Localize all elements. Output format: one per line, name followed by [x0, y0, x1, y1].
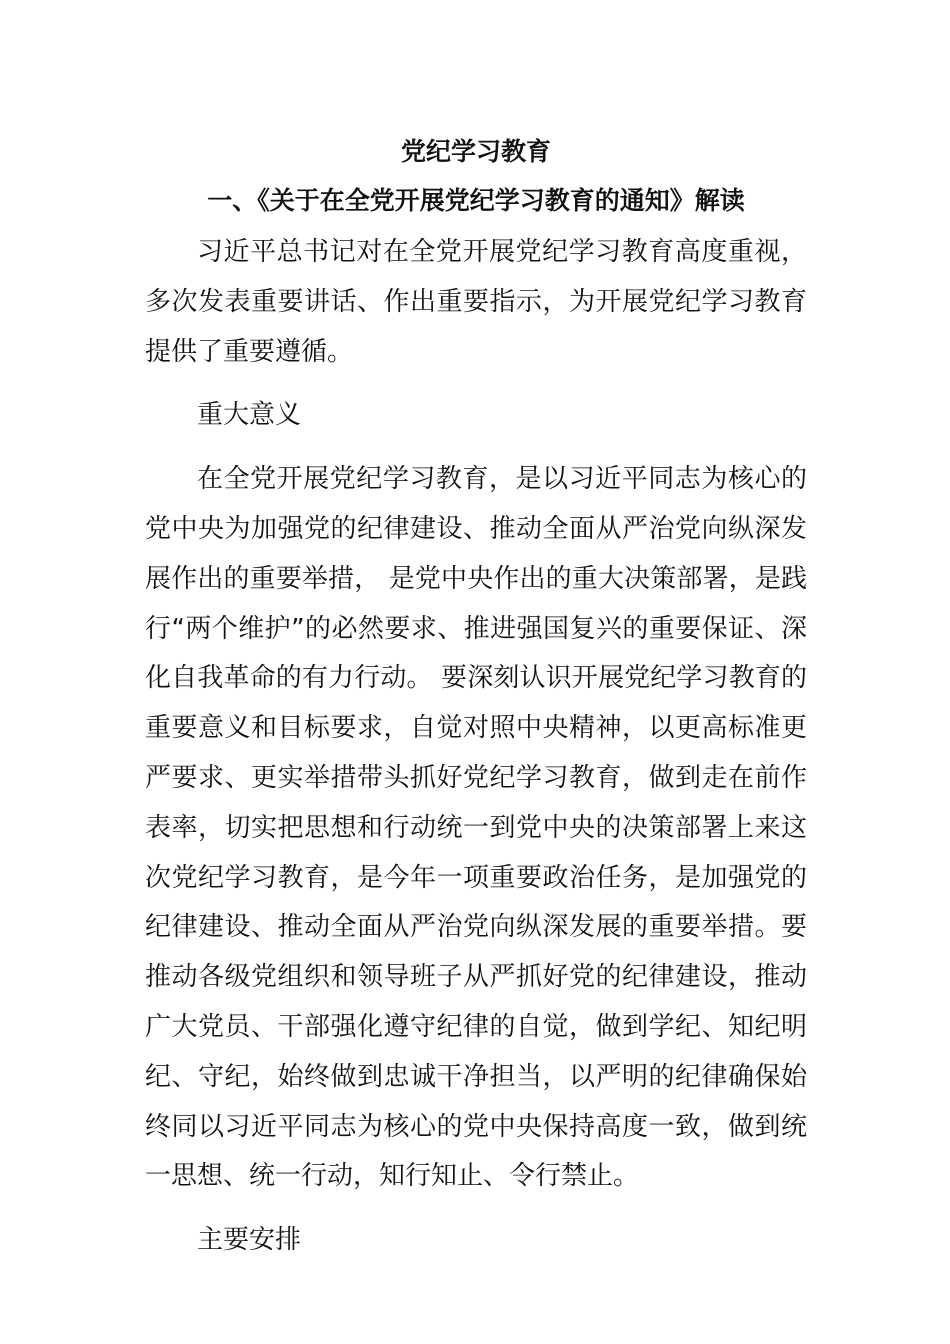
subheading-arrangements: 主要安排	[197, 1225, 302, 1256]
spacer	[145, 377, 807, 391]
document-body	[145, 126, 807, 1266]
section-title: 一、《关于在全党开展党纪学习教育的通知》解读	[207, 186, 745, 215]
spacer	[145, 441, 807, 455]
spacer	[145, 1202, 807, 1216]
paragraph-intro: 习近平总书记对在全党开展党纪学习教育高度重视，多次发表重要讲话、作出重要指示，为开展党纪学习教育提供了重要遵循。	[145, 237, 807, 367]
document-title: 党纪学习教育	[400, 137, 551, 166]
subheading-significance: 重大意义	[197, 400, 302, 431]
paragraph-significance: 在全党开展党纪学习教育，是以习近平同志为核心的党中央为加强党的纪律建设、推动全面从严治党向纵深发展作出的重要举措， 是党中央作出的重大决策部署，是践行“两个维护”的必然要求、推进强国复兴的重要保证、深化自我革命的有力行动。 要深刻认识开展党纪学习教育的重要意义和目标要求，自觉对照中央精神，以更高标准更严要求、更实举措带头抓好党纪学习教育，做到走在前作表率，切实把思想和行动统一到党中央的决策部署上来这次党纪学习教育，是今年一项重要政治任务，是加强党的纪律建设、推动全面从严治党向纵深发展的重要举措。要推动各级党组织和领导班子从严抓好党的纪律建设，推动广大党员、干部强化遵守纪律的自觉，做到学纪、知纪明纪、守纪，始终做到忠诚干净担当，以严明的纪律确保始终同以习近平同志为核心的党中央保持高度一致，做到统一思想、统一行动，知行知止、令行禁止。	[145, 464, 807, 1192]
